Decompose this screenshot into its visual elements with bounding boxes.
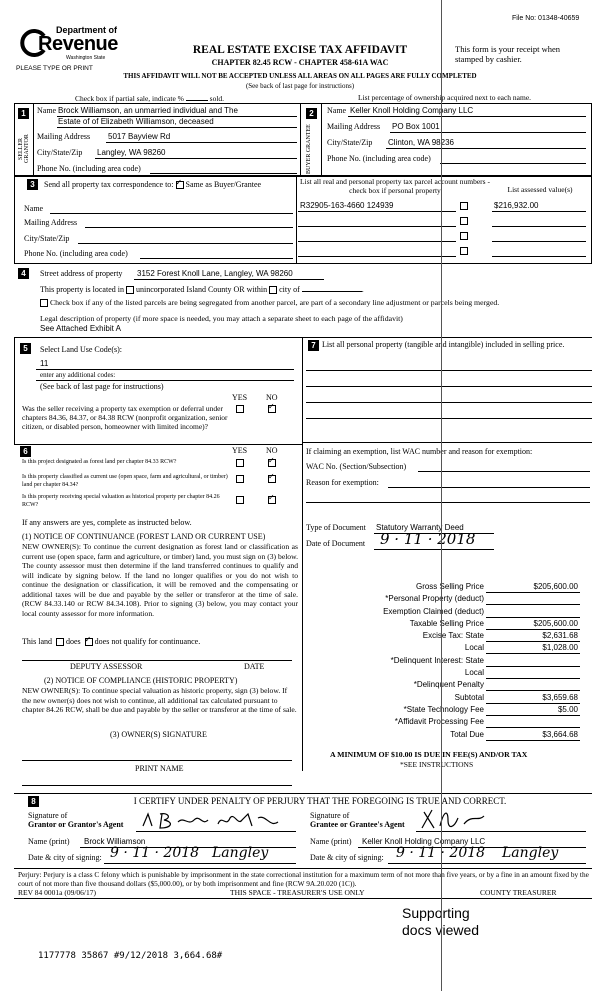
ownership-note: List percentage of ownership acquired next to each name. <box>358 93 532 102</box>
receipt-note: This form is your receipt when stamped by cashier. <box>455 44 561 64</box>
partial-sale-label: Check box if partial sale, indicate % sold. <box>75 94 225 103</box>
current-use-no-checkbox[interactable] <box>268 475 276 483</box>
continuance-qualify-line: This land does ✓ does not qualify for continuance. <box>22 637 200 646</box>
tax-row <box>306 643 590 655</box>
perjury-notice: Perjury: Perjury is a class C felony which is punishable by imprisonment in the state correctional institution for a maximum term of not more than five years, or by a fine in an amount fixed by the court of not more than five thousand dollars ($5,000.00), or by both imprisonment and fine (RCW 9A.20.020 (1C)). <box>18 870 589 888</box>
personal-property-label: List all personal property (tangible and intangible) included in selling price. <box>322 340 565 349</box>
agency-line2: Revenue <box>38 33 118 55</box>
parcel-number: R32905-163-4660 124939 <box>300 201 394 210</box>
form-title: REAL ESTATE EXCISE TAX AFFIDAVIT <box>192 44 408 56</box>
buyer-name: Keller Knoll Holding Company LLC <box>350 106 474 115</box>
tax-row-label: Subtotal <box>454 692 484 702</box>
property-location-line: This property is located in unincorporated Island County OR within city of . <box>40 285 364 294</box>
tax-row <box>306 705 590 717</box>
revenue-logo <box>18 22 128 66</box>
tax-row-value: $205,600.00 <box>533 618 578 628</box>
personal-property-checkbox-4[interactable] <box>460 247 468 255</box>
buyer-phone-label: Phone No. (including area code) <box>327 154 431 163</box>
tax-row <box>306 607 590 619</box>
tax-row <box>306 594 590 606</box>
buyer-side-label: BUYER GRANTEE <box>306 124 312 174</box>
tax-table <box>306 582 590 742</box>
grantee-signature-scribble <box>418 806 508 832</box>
fold-line <box>441 0 442 991</box>
tax-row-label: *Delinquent Penalty <box>413 680 484 690</box>
tax-row <box>306 656 590 668</box>
segregation-line: Check box if any of the listed parcels are being segregated from another parcel, are part of a secondary line adjustment or parcels being merged. <box>40 298 595 307</box>
section-4-number: 4 <box>18 268 29 279</box>
personal-property-checkbox-1[interactable] <box>460 202 468 210</box>
tax-row <box>306 619 590 631</box>
tax-row-label: *State Technology Fee <box>403 704 484 714</box>
tax-row <box>306 730 590 742</box>
please-type-label: PLEASE TYPE OR PRINT <box>16 65 93 72</box>
section-7-number: 7 <box>308 340 319 351</box>
section-6-number: 6 <box>20 446 31 457</box>
tax-row-label: Taxable Selling Price <box>409 618 484 628</box>
treasurer-space-label: THIS SPACE - TREASURER'S USE ONLY <box>230 888 365 897</box>
grantor-signature <box>138 808 298 832</box>
city-of-checkbox[interactable] <box>269 286 277 294</box>
legal-description-label: Legal description of property (if more space is needed, you may attach a separate sheet to each page of the affidavit) <box>40 314 403 323</box>
section-2-number: 2 <box>306 108 317 119</box>
tax-row-label: Local <box>464 668 484 678</box>
see-instructions-note: *SEE INSTRUCTIONS <box>400 760 474 769</box>
assessed-value: $216,932.00 <box>494 201 539 210</box>
unincorporated-checkbox[interactable] <box>126 286 134 294</box>
land-use-label: Select Land Use Code(s): <box>40 345 122 354</box>
county-treasurer-label: COUNTY TREASURER <box>480 888 557 897</box>
tax-row <box>306 668 590 680</box>
tax-row <box>306 693 590 705</box>
form-revision: REV 84 0001a (09/06/17) <box>18 888 96 897</box>
tax-row-value: $205,600.00 <box>533 582 578 591</box>
treasurer-receipt-line: 1177778 35867 #9/12/2018 3,664.68# <box>38 951 223 961</box>
grantor-sign-city: Langley <box>212 845 269 861</box>
section-3-number: 3 <box>27 179 38 190</box>
tax-row-label: Gross Selling Price <box>415 582 484 591</box>
tax-row-value: $5.00 <box>557 704 578 714</box>
does-qualify-checkbox[interactable] <box>56 638 64 646</box>
grantee-signature <box>418 806 508 832</box>
certification-statement: I CERTIFY UNDER PENALTY OF PERJURY THAT THE FOREGOING IS TRUE AND CORRECT. <box>133 796 507 806</box>
tax-row-value: $3,659.68 <box>542 692 578 702</box>
seller-name-line2: Estate of of Elizabeth Williamson, deceased <box>58 117 214 126</box>
tax-row-label: Exemption Claimed (deduct) <box>383 606 484 616</box>
forest-land-question: Is this project designated as forest land per chapter 84.33 RCW? <box>22 459 177 465</box>
exemption-question: Was the seller receiving a property tax exemption or deferral under chapters 84.36, 84.37, or 84.38 RCW (nonprofit organization, senior citizen, or disabled person, homeowner with limited income)? <box>22 404 228 431</box>
form-chapter: CHAPTER 82.45 RCW - CHAPTER 458-61A WAC <box>211 58 389 67</box>
file-number: File No: 01348-40659 <box>512 15 580 22</box>
document-type: Statutory Warranty Deed <box>376 523 464 532</box>
grantee-sign-city: Langley <box>502 845 559 861</box>
send-correspondence-label: Send all property tax correspondence to: ✓ Same as Buyer/Grantee <box>44 180 261 189</box>
legal-description: See Attached Exhibit A <box>40 324 121 333</box>
same-as-buyer-checkbox[interactable] <box>176 181 184 189</box>
seller-side-label: SELLER GRANTOR <box>18 134 30 164</box>
forest-no-checkbox[interactable] <box>268 459 276 467</box>
tax-row-label: Total Due <box>450 729 484 739</box>
buyer-mailing: PO Box 1001 <box>392 122 440 131</box>
historic-yes-checkbox[interactable] <box>236 496 244 504</box>
land-use-code: 11 <box>40 359 49 368</box>
seller-name: Brock Williamson, an unmarried individual and The <box>58 106 238 115</box>
forest-yes-checkbox[interactable] <box>236 459 244 467</box>
seller-city: Langley, WA 98260 <box>97 148 166 157</box>
grantor-signature-scribble <box>138 808 298 832</box>
buyer-city: Clinton, WA 98236 <box>388 138 454 147</box>
compliance-text: NEW OWNER(S): To continue special valuation as historic property, sign (3) below. If the new owner(s) does not wish to continue, all additional tax calculated pursuant to chapter 84.26 RCW, shall be due and payable by the seller or transferor at the time of sale. <box>22 686 297 714</box>
seller-phone-label: Phone No. (including area code) <box>37 164 141 173</box>
see-back-header: (See back of last page for instructions) <box>245 82 355 90</box>
tax-row-label: *Affidavit Processing Fee <box>394 717 484 727</box>
document-date: 9 · 11 · 2018 <box>380 530 476 548</box>
tax-row-label: Local <box>464 643 484 653</box>
grantor-sign-date: 9 · 11 · 2018 <box>110 845 200 861</box>
agency-line1: Department of <box>56 25 118 35</box>
tax-row-value: $3,664.68 <box>542 729 578 739</box>
tax-row-label: *Personal Property (deduct) <box>385 594 484 604</box>
compliance-heading: (2) NOTICE OF COMPLIANCE (HISTORIC PROPERTY) <box>44 676 238 685</box>
section-8-number: 8 <box>28 796 39 807</box>
section-1-number: 1 <box>18 108 29 119</box>
assessed-header: List assessed value(s) <box>507 185 573 194</box>
tax-row-value: $1,028.00 <box>542 643 578 653</box>
personal-property-checkbox-2[interactable] <box>460 217 468 225</box>
personal-property-checkbox-3[interactable] <box>460 232 468 240</box>
current-use-question: Is this property classified as current use (open space, farm and agricultural, or timber) land per chapter 84.34? <box>22 474 228 488</box>
grantee-printed-name: Keller Knoll Holding Company LLC <box>362 837 486 846</box>
segregation-checkbox[interactable] <box>40 299 48 307</box>
grantee-sign-date: 9 · 11 · 2018 <box>396 845 486 861</box>
does-not-qualify-checkbox[interactable] <box>85 638 93 646</box>
parcels-header: List all real and personal property tax parcel account numbers - check box if personal property <box>300 177 490 195</box>
agency-line3: Washington State <box>66 55 106 61</box>
tax-row-value: $2,631.68 <box>542 631 578 641</box>
grantor-printed-name: Brock Williamson <box>84 837 146 846</box>
supporting-docs-stamp: Supporting docs viewed <box>402 905 480 938</box>
tax-row <box>306 680 590 692</box>
seller-mailing: 5017 Bayview Rd <box>108 132 171 141</box>
property-address: 3152 Forest Knoll Lane, Langley, WA 98260 <box>137 269 293 278</box>
exemption-no-checkbox[interactable] <box>268 405 276 413</box>
continuance-heading: (1) NOTICE OF CONTINUANCE (FOREST LAND OR CURRENT USE) <box>22 532 266 541</box>
tax-row <box>306 582 590 594</box>
wac-claim-label: If claiming an exemption, list WAC number and reason for exemption: <box>306 447 533 456</box>
section-5-number: 5 <box>20 343 31 354</box>
exemption-yes-checkbox[interactable] <box>236 405 244 413</box>
current-use-yes-checkbox[interactable] <box>236 475 244 483</box>
tax-row-label: *Delinquent Interest: State <box>390 655 484 665</box>
historic-no-checkbox[interactable] <box>268 496 276 504</box>
historic-question: Is this property receiving special valuation as historical property per chapter 84.26 RCW? <box>22 494 220 508</box>
tax-row-label: Excise Tax: State <box>422 631 484 641</box>
tax-row <box>306 717 590 729</box>
tax-row <box>306 631 590 643</box>
minimum-fee-note: A MINIMUM OF $10.00 IS DUE IN FEE(S) AND/OR TAX <box>330 750 528 759</box>
continuance-text: NEW OWNER(S): To continue the current designation as forest land or classification as current use (open space, farm and agriculture, or timber) land, you must sign on (3) below. The county assessor must then determine if the land transferred continues to qualify and will indicate by signing below. If the land no longer qualifies or you do not wish to continue the designation or classification, it will be removed and the compensating or additional taxes will be due and payable by the seller or transferor at the time of sale. (RCW 84.33.140 or RCW 84.34.108). Prior to signing (3) below, you may contact your local county assessor for more information. <box>22 542 298 618</box>
warning-text: THIS AFFIDAVIT WILL NOT BE ACCEPTED UNLESS ALL AREAS ON ALL PAGES ARE FULLY COMPLETED <box>123 72 477 80</box>
